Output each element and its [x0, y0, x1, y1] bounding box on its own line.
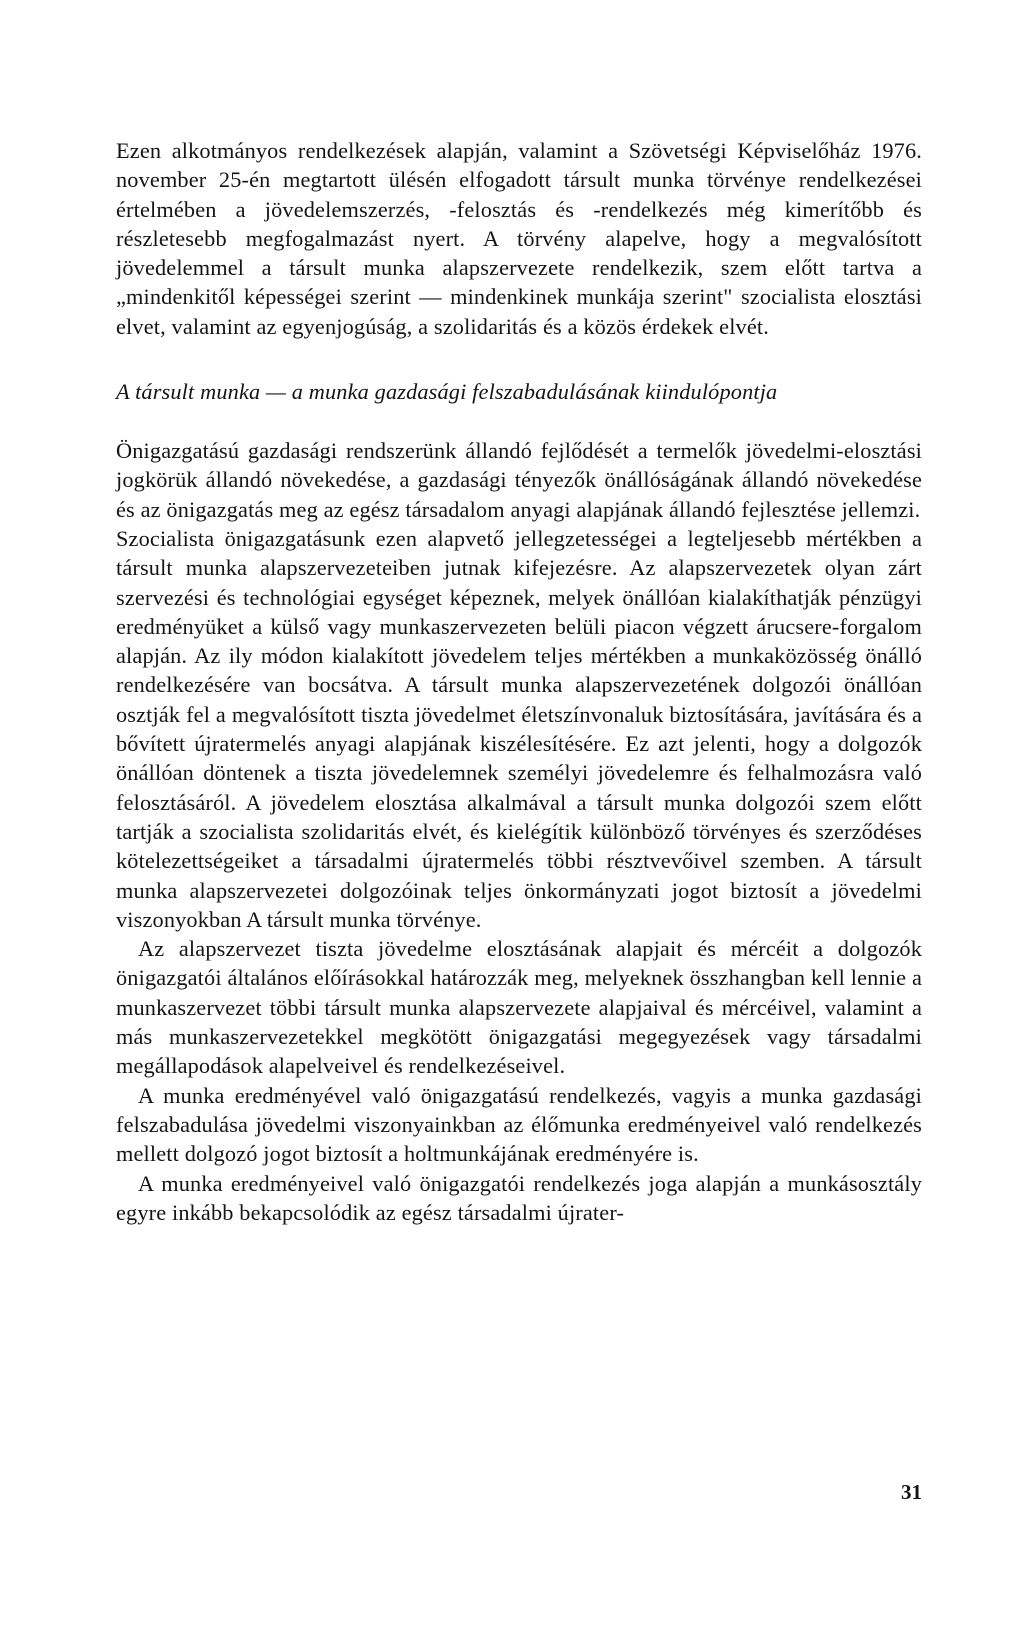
paragraph-2: Szocialista önigazgatásunk ezen alapvető jellegzetességei a legteljesebb mértékben a társult munka alapszervezeteiben jutnak kifejezésre. Az alapszervezetek olyan zárt szervezési és technológiai egységet képeznek, melyek önállóan kialakíthatják pénzügyi eredményüket a külső vagy munkaszervezeten belüli piacon végzett árucsere-forgalom alapján. Az ily módon kialakított jövedelem teljes mértékben a munkaközösség önálló rendelkezésére van bocsátva. A társult munka alapszervezetének dolgozói önállóan osztják fel a megvalósított tiszta jövedelmet életszínvonaluk biztosítására, javítására és a bővített újratermelés anyagi alapjának kiszélesítésére. Ez azt jelenti, hogy a dolgozók önállóan döntenek a tiszta jövedelemnek személyi jövedelemre és felhalmozásra való felosztásáról. A jövedelem elosztása alkalmával a társult munka dolgozói szem előtt tartják a szocialista szolidaritás elvét, és kielégítik különböző törvényes és szerződéses kötelezettségeiket a társadalmi újratermelés többi résztvevőivel szemben. A társult munka alapszervezetei dolgozóinak teljes önkormányzati jogot biztosít a jövedelmi viszonyokban A társult munka törvénye.	[116, 525, 922, 932]
paragraph-1: Önigazgatású gazdasági rendszerünk állandó fejlődését a termelők jövedelmi-elosztási jogkörük állandó növekedése, a gazdasági tényezők önállóságának állandó növekedése és az önigazgatás meg az egész társadalom anyagi alapjának állandó fejlesztése jellemzi.	[116, 438, 922, 522]
paragraph-5: A munka eredményeivel való önigazgatói rendelkezés joga alapján a munkásosztály egyre inkább bekapcsolódik az egész társadalmi újrater-	[116, 1170, 922, 1225]
section-heading: A társult munka — a munka gazdasági felszabadulásának kiindulópontja	[116, 379, 778, 405]
paragraph-3: Az alapszervezet tiszta jövedelme elosztásának alapjait és mércéit a dolgozók önigazgatói általános előírásokkal határozzák meg, melyeknek összhangban kell lennie a munkaszervezet többi társult munka alapszervezete alapjaival és mércéivel, valamint a más munkaszervezetekkel megkötött önigazgatási megegyezések vagy társadalmi megállapodások alapelveivel és rendelkezéseivel.	[116, 936, 922, 1079]
paragraph-intro: Ezen alkotmányos rendelkezések alapján, valamint a Szövetségi Képviselőház 1976. november 25-én megtartott ülésén elfogadott társult munka törvénye rendelkezései értelmében a jövedelemszerzés, -felosztás és -rendelkezés még kimerítőbb és részletesebb megfogalmazást nyert. A törvény alapelve, hogy a megvalósított jövedelemmel a társult munka alapszervezete rendelkezik, szem előtt tartva a „mindenkitől képességei szerint — mindenkinek munkája szerint" szocialista elosztási elvet, valamint az egyenjogúság, a szolidaritás és a közös érdekek elvét.	[116, 138, 922, 339]
page-number: 31	[901, 1480, 922, 1504]
page-body	[116, 136, 922, 1227]
paragraph-4: A munka eredményével való önigazgatású rendelkezés, vagyis a munka gazdasági felszabadulása jövedelmi viszonyainkban az élőmunka eredményeivel való rendelkezés mellett dolgozó jogot biztosít a holtmunkájának eredményére is.	[116, 1082, 922, 1167]
